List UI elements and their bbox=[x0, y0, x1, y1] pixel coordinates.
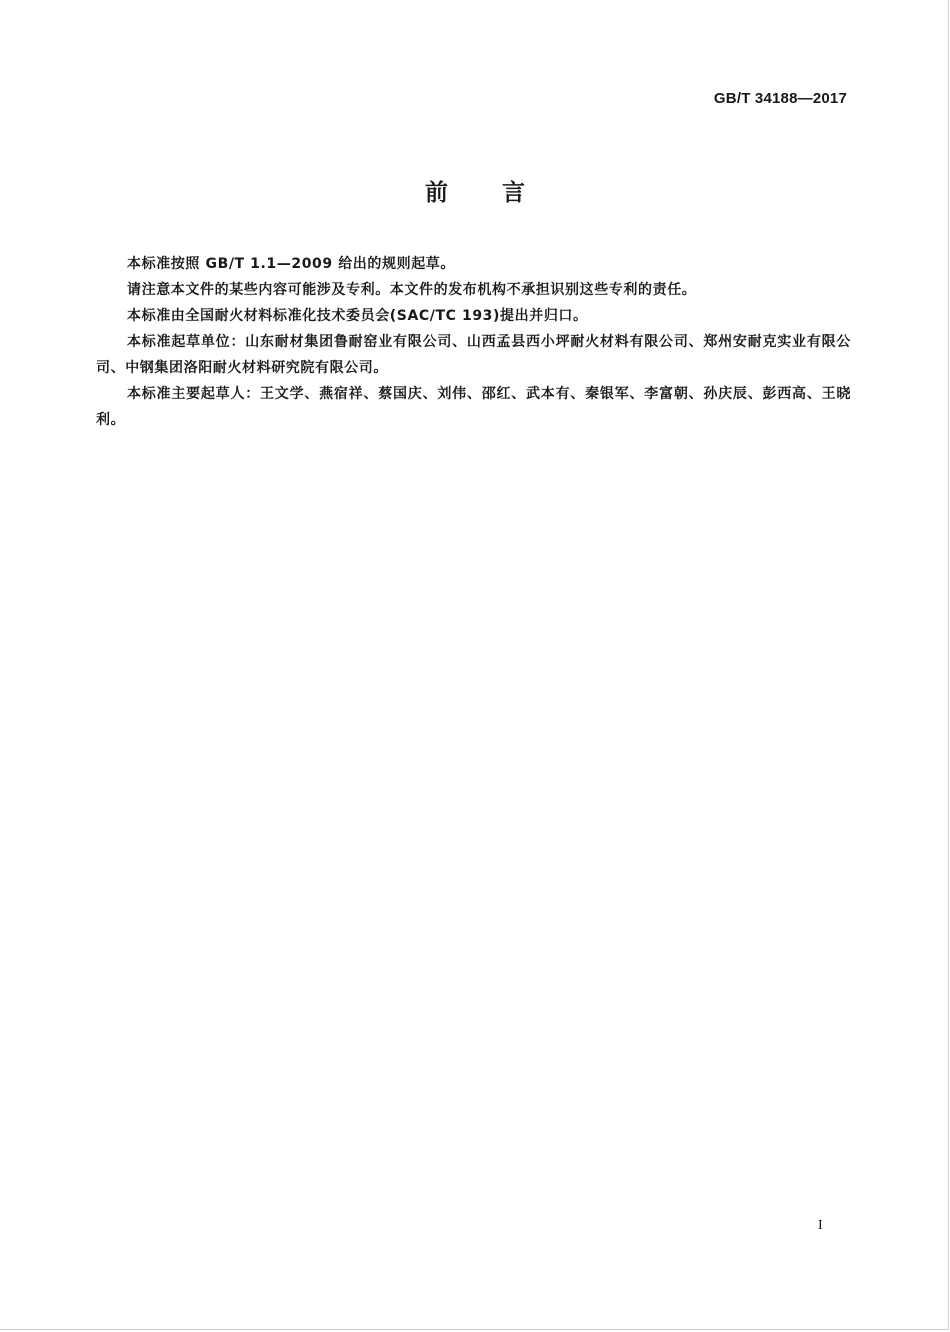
paragraph-proposer: 本标准由全国耐火材料标准化技术委员会(SAC/TC 193)提出并归口。 bbox=[127, 308, 588, 324]
paragraph-patent-notice: 请注意本文件的某些内容可能涉及专利。本文件的发布机构不承担识别这些专利的责任。 bbox=[127, 282, 697, 298]
paragraph-drafting-units: 本标准起草单位：山东耐材集团鲁耐窑业有限公司、山西孟县西小坪耐火材料有限公司、郑州安耐克实业有限公司、中钢集团洛阳耐火材料研究院有限公司。 bbox=[96, 334, 851, 376]
page-title: 前言 bbox=[425, 180, 579, 206]
page-number: I bbox=[818, 1218, 823, 1233]
standard-code: GB/T 34188—2017 bbox=[713, 90, 847, 107]
paragraph-drafting-rules: 本标准按照 GB/T 1.1—2009 给出的规则起草。 bbox=[127, 256, 456, 272]
paragraph-drafters: 本标准主要起草人：王文学、燕宿祥、蔡国庆、刘伟、邵红、武本有、秦银军、李富朝、孙庆辰、彭西高、王晓利。 bbox=[96, 386, 851, 428]
foreword-body bbox=[96, 251, 851, 433]
